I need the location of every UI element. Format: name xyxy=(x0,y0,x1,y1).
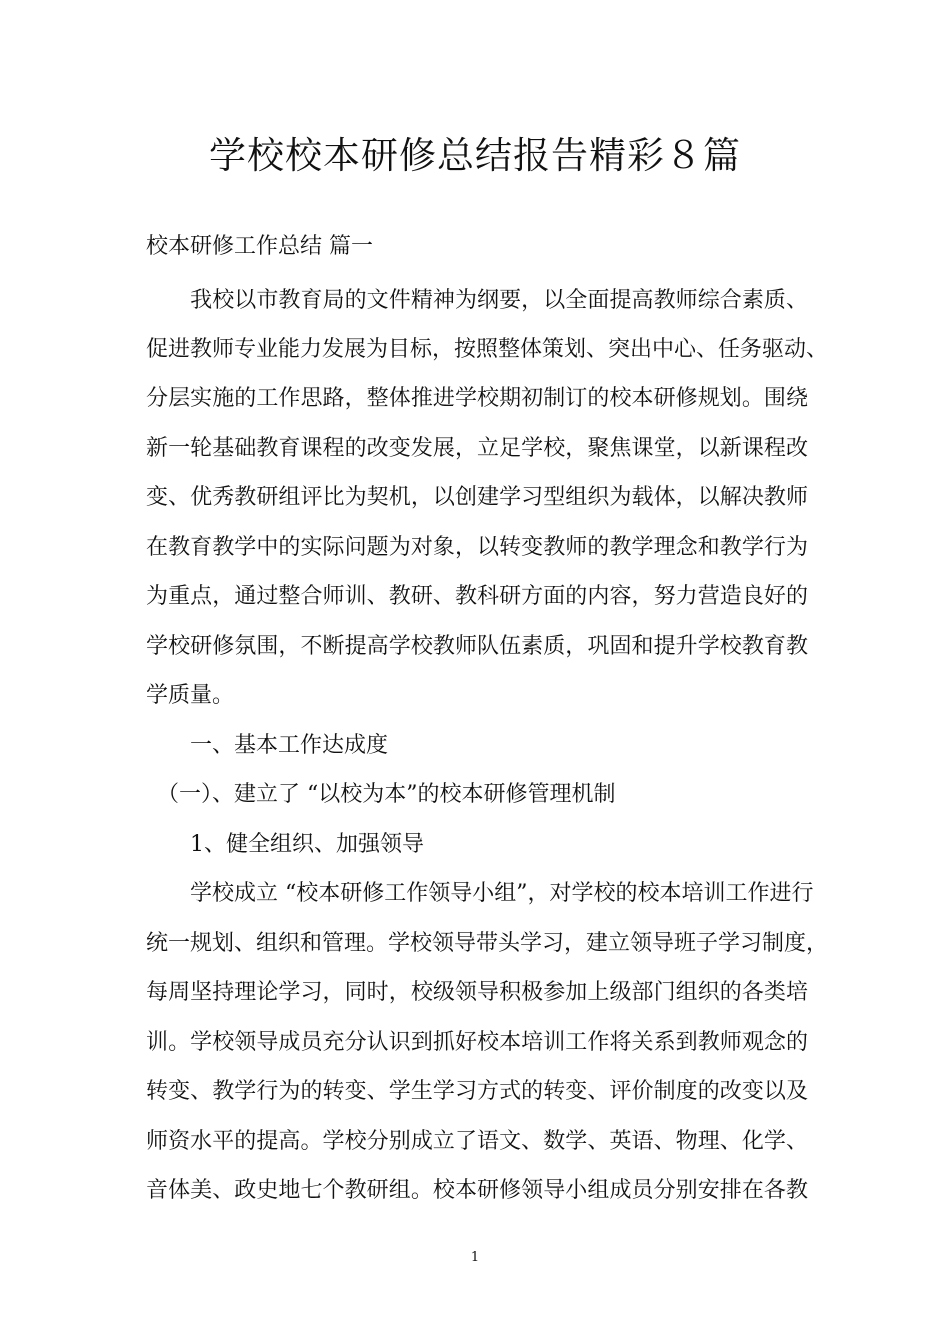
document-title: 学校校本研修总结报告精彩８篇 xyxy=(209,134,741,177)
paragraph-line: 统一规划、组织和管理。学校领导带头学习，建立领导班子学习制度， xyxy=(146,931,829,956)
paragraph-line: 在教育教学中的实际问题为对象，以转变教师的教学理念和教学行为 xyxy=(146,535,808,560)
paragraph-line: 每周坚持理论学习，同时，校级领导积极参加上级部门组织的各类培 xyxy=(146,980,808,1005)
paragraph-line: 我校以市教育局的文件精神为纲要，以全面提高教师综合素质、 xyxy=(146,288,808,313)
paragraph-line: 分层实施的工作思路，整体推进学校期初制订的校本研修规划。围绕 xyxy=(146,386,808,411)
section-heading: 校本研修工作总结 篇一 xyxy=(146,234,373,259)
paragraph-line: 新一轮基础教育课程的改变发展，立足学校，聚焦课堂，以新课程改 xyxy=(146,436,808,461)
heading-level-2: （一）、建立了 “以校为本”的校本研修管理机制 xyxy=(146,782,616,807)
paragraph-line: 学校研修氛围，不断提高学校教师队伍素质，巩固和提升学校教育教 xyxy=(146,634,808,659)
paragraph-line: 变、优秀教研组评比为契机，以创建学习型组织为载体，以解决教师 xyxy=(146,485,808,510)
heading-level-3: 1、健全组织、加强领导 xyxy=(146,832,424,857)
paragraph-line: 训。学校领导成员充分认识到抓好校本培训工作将关系到教师观念的 xyxy=(146,1030,808,1055)
paragraph-line: 转变、教学行为的转变、学生学习方式的转变、评价制度的改变以及 xyxy=(146,1079,808,1104)
page-number: 1 xyxy=(470,1250,480,1265)
paragraph-line: 学质量。 xyxy=(146,683,235,708)
paragraph-line: 促进教师专业能力发展为目标，按照整体策划、突出中心、任务驱动、 xyxy=(146,337,829,362)
paragraph-line: 为重点，通过整合师训、教研、教科研方面的内容，努力营造良好的 xyxy=(146,584,808,609)
paragraph-line: 学校成立 “校本研修工作领导小组”，对学校的校本培训工作进行 xyxy=(146,881,814,906)
paragraph-line: 音体美、政史地七个教研组。校本研修领导小组成员分别安排在各教 xyxy=(146,1178,808,1203)
heading-level-1: 一、基本工作达成度 xyxy=(146,733,389,758)
paragraph-line: 师资水平的提高。学校分别成立了语文、数学、英语、物理、化学、 xyxy=(146,1129,808,1154)
